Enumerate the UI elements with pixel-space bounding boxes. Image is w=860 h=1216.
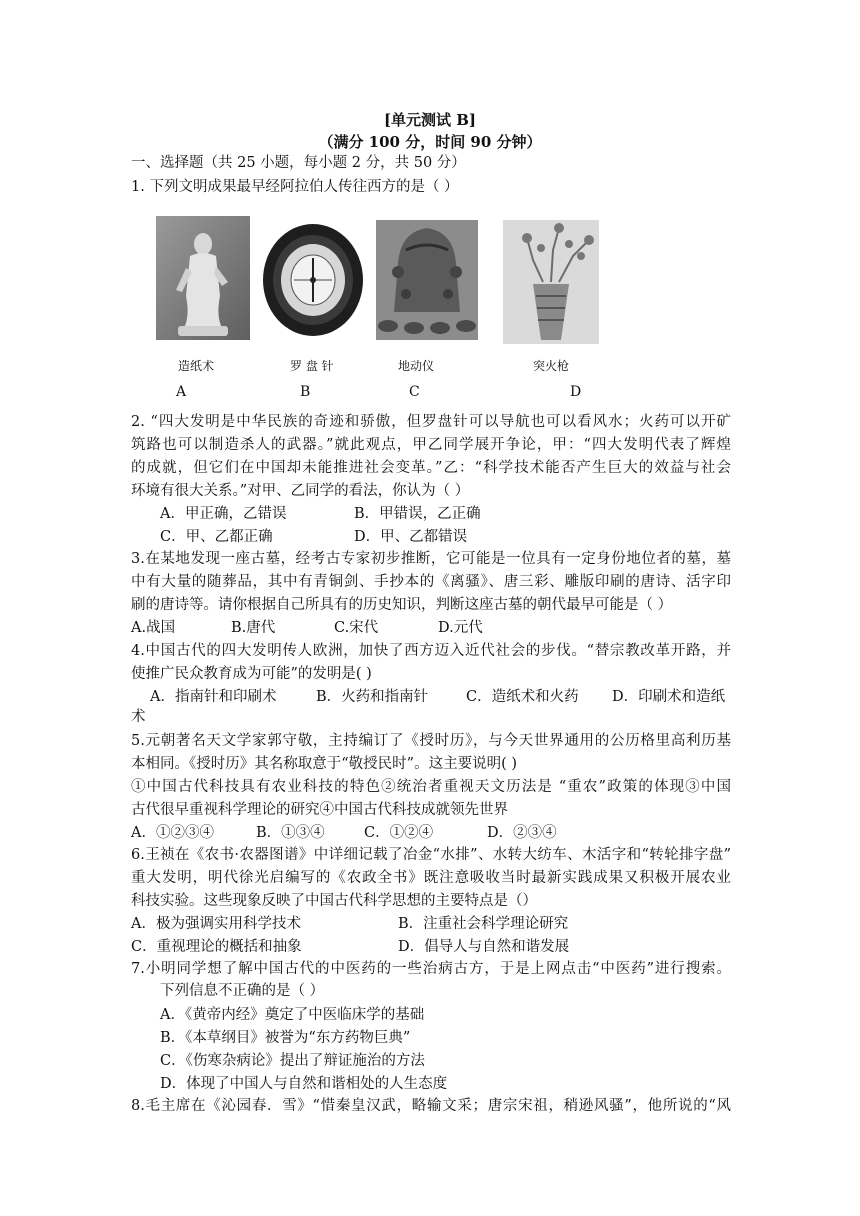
q5-line: 本相同。《授时历》其名称取意于“敬授民时”。这主要说明( ) [131,756,517,772]
q3-option-d: D.元代 [438,620,483,636]
q2-line: 筑路也可以制造杀人的武器。”就此观点，甲乙同学展开争论，甲：“四大发明代表了辉煌 [131,437,731,453]
caption-c: 地动仪 [398,359,435,373]
caption-b: 罗 盘 针 [290,359,334,373]
q3-line: 刷的唐诗等。请你根据自己所具有的历史知识，判断这座古墓的朝代最早可能是（ ） [131,597,673,613]
q6-option-d: D．倡导人与自然和谐发展 [398,939,570,955]
q3-option-a: A.战国 [131,620,176,636]
test-subtitle: （满分 100 分，时间 90 分钟） [318,133,542,151]
q1-stem: 1. 下列文明成果最早经阿拉伯人传往西方的是（ ） [131,179,459,195]
q6-line: 重大发明，明代徐光启编写的《农政全书》既注意吸收当时最新实践成果又积极开展农业 [131,870,731,886]
q5-option-c: C．①②④ [364,825,434,841]
q5-option-a: A．①②③④ [131,825,214,841]
seismograph-image [376,220,478,340]
q6-line: 科技实验。这些现象反映了中国古代科学思想的主要特点是（） [131,893,537,909]
q7-line: 7.小明同学想了解中国古代的中医药的一些治病古方，于是上网点击“中医药”进行搜索。 [131,961,731,977]
q4-line: 4.中国古代的四大发明传人欧洲，加快了西方迈入近代社会的步伐。“替宗教改革开路，并 [131,643,731,659]
section-heading: 一、选择题（共 25 小题，每小题 2 分，共 50 分） [131,155,466,171]
q6-line: 6.王祯在《农书·农器图谱》中详细记载了冶金“水排”、水转大纺车、木活字和“转轮排字盘” [131,847,731,863]
q2-option-b: B．甲错误，乙正确 [354,506,481,522]
q7-option-d: D．体现了中国人与自然和谐相处的人生态度 [160,1076,448,1092]
q4-option-b: B．火药和指南针 [316,689,429,705]
q4-option-d: D．印刷术和造纸 [612,689,726,705]
q4-line: 使推广民众教育成为可能”的发明是( ) [131,666,372,682]
q2-line: 环境有很大关系。”对甲、乙同学的看法，你认为（ ） [131,483,470,499]
q3-line: 中有大量的随葬品，其中有青铜剑、手抄本的《离骚》、唐三彩、雕版印刷的唐诗、活字印 [131,574,731,590]
q6-option-b: B．注重社会科学理论研究 [398,916,569,932]
q6-option-a: A．极为强调实用科学技术 [131,916,301,932]
q7-option-c: C．《伤寒杂病论》提出了辩证施治的方法 [160,1053,425,1069]
q7-line: 下列信息不正确的是（ ） [160,983,325,999]
q8-line: 8.毛主席在《沁园春．雪》“惜秦皇汉武，略输文采；唐宗宋祖，稍逊风骚”，他所说的“风 [131,1098,731,1114]
q6-option-c: C．重视理论的概括和抽象 [131,939,302,955]
q2-line: 2. “四大发明是中华民族的奇迹和骄傲，但罗盘针可以导航也可以看风水；火药可以开矿 [131,414,731,430]
q3-line: 3.在某地发现一座古墓，经考古专家初步推断，它可能是一位具有一定身份地位者的墓，墓 [131,551,731,567]
compass-image [262,216,364,340]
q3-option-c: C.宋代 [334,620,379,636]
q2-option-d: D．甲、乙都错误 [354,529,468,545]
q4-option-d-tail: 术 [131,709,146,725]
q7-option-b: B．《本草纲目》被誉为“东方药物巨典” [160,1030,411,1046]
letter-d: D [570,384,582,400]
fire-lance-image [503,220,599,344]
q2-option-a: A．甲正确，乙错误 [160,506,287,522]
statue-image [156,216,250,340]
q5-line: ①中国古代科技具有农业科技的特色②统治者重视天文历法是 “重农”政策的体现③中国 [131,779,731,795]
letter-c: C [409,384,420,400]
q2-option-c: C．甲、乙都正确 [160,529,273,545]
test-title: [单元测试 B] [383,111,477,129]
caption-d: 突火枪 [533,359,570,373]
q4-option-a: A．指南针和印刷术 [150,689,277,705]
caption-a: 造纸术 [178,359,215,373]
q3-option-b: B.唐代 [231,620,276,636]
q5-option-b: B．①③④ [256,825,325,841]
q5-option-d: D．②③④ [487,825,557,841]
q7-option-a: A．《黄帝内经》奠定了中医临床学的基础 [160,1007,425,1023]
q4-option-c: C．造纸术和火药 [466,689,579,705]
q5-line: 5.元朝著名天文学家郭守敬，主持编订了《授时历》，与今天世界通用的公历格里高利历基 [131,733,731,749]
q5-line: 古代很早重视科学理论的研究④中国古代科技成就领先世界 [131,802,508,818]
q2-line: 的成就，但它们在中国却未能推进社会变革。”乙：“科学技术能否产生巨大的效益与社会 [131,460,731,476]
letter-b: B [300,384,311,400]
letter-a: A [176,384,187,400]
